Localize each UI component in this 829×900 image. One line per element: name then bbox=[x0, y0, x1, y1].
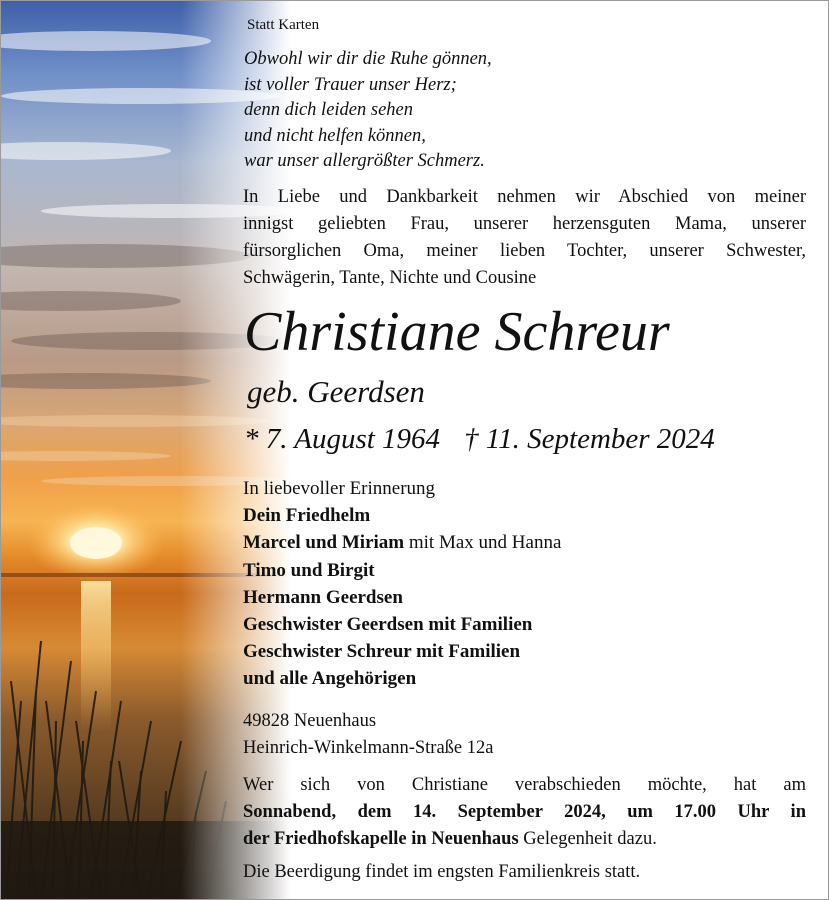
poem-line: und nicht helfen können, bbox=[244, 125, 426, 146]
mourner-line bbox=[243, 529, 561, 556]
farewell-end: Gelegenheit dazu. bbox=[518, 829, 657, 849]
farewell-line: Wer sich von Christiane verabschieden möchte, hat am bbox=[243, 775, 806, 795]
farewell-notice bbox=[243, 772, 806, 853]
poem-line: war unser allergrößter Schmerz. bbox=[244, 151, 485, 171]
mourner-line: Timo und Birgit bbox=[243, 559, 375, 581]
farewell-line bbox=[243, 826, 806, 853]
mourner-line: Geschwister Geerdsen mit Familien bbox=[243, 614, 533, 636]
deceased-name: Christiane Schreur bbox=[244, 301, 670, 363]
poem bbox=[244, 47, 492, 175]
poem-line: Obwohl wir dir die Ruhe gönnen, bbox=[244, 49, 492, 69]
mourner-line: und alle Angehörigen bbox=[243, 668, 417, 690]
life-dates bbox=[244, 420, 715, 458]
intro-line: innigst geliebten Frau, unserer herzensguten Mama, unserer bbox=[243, 214, 806, 234]
farewell-location: der Friedhofskapelle in Neuenhaus bbox=[243, 829, 519, 849]
intro-line: Schwägerin, Tante, Nichte und Cousine bbox=[243, 268, 537, 288]
mourners-intro: In liebevoller Erinnerung bbox=[243, 478, 436, 499]
mourner-line: Dein Friedhelm bbox=[243, 505, 371, 527]
mourner-line: Geschwister Schreur mit Familien bbox=[243, 641, 521, 663]
mourner-extra: mit Max und Hanna bbox=[404, 532, 562, 554]
address-street: Heinrich-Winkelmann-Straße 12a bbox=[243, 738, 494, 758]
intro-line: fürsorglichen Oma, meiner lieben Tochter, unserer Schwester, bbox=[243, 241, 806, 261]
farewell-intro bbox=[243, 184, 806, 292]
mourners-list bbox=[243, 475, 561, 693]
burial-notice: Die Beerdigung findet im engsten Familienkreis statt. bbox=[243, 862, 641, 882]
address bbox=[243, 708, 493, 762]
statt-karten-label: Statt Karten bbox=[247, 17, 320, 33]
farewell-line: Sonnabend, dem 14. September 2024, um 17.00 Uhr in bbox=[243, 802, 806, 822]
mourner-line: Hermann Geerdsen bbox=[243, 586, 403, 608]
poem-line: ist voller Trauer unser Herz; bbox=[244, 74, 457, 95]
maiden-name: geb. Geerdsen bbox=[247, 374, 425, 409]
address-city: 49828 Neuenhaus bbox=[243, 711, 377, 731]
birth-date: * 7. August 1964 bbox=[244, 423, 441, 455]
poem-line: denn dich leiden sehen bbox=[244, 100, 414, 120]
mourner-names: Marcel und Miriam bbox=[243, 532, 405, 554]
intro-line: In Liebe und Dankbarkeit nehmen wir Abschied von meiner bbox=[243, 187, 806, 207]
death-date: † 11. September 2024 bbox=[464, 423, 715, 455]
